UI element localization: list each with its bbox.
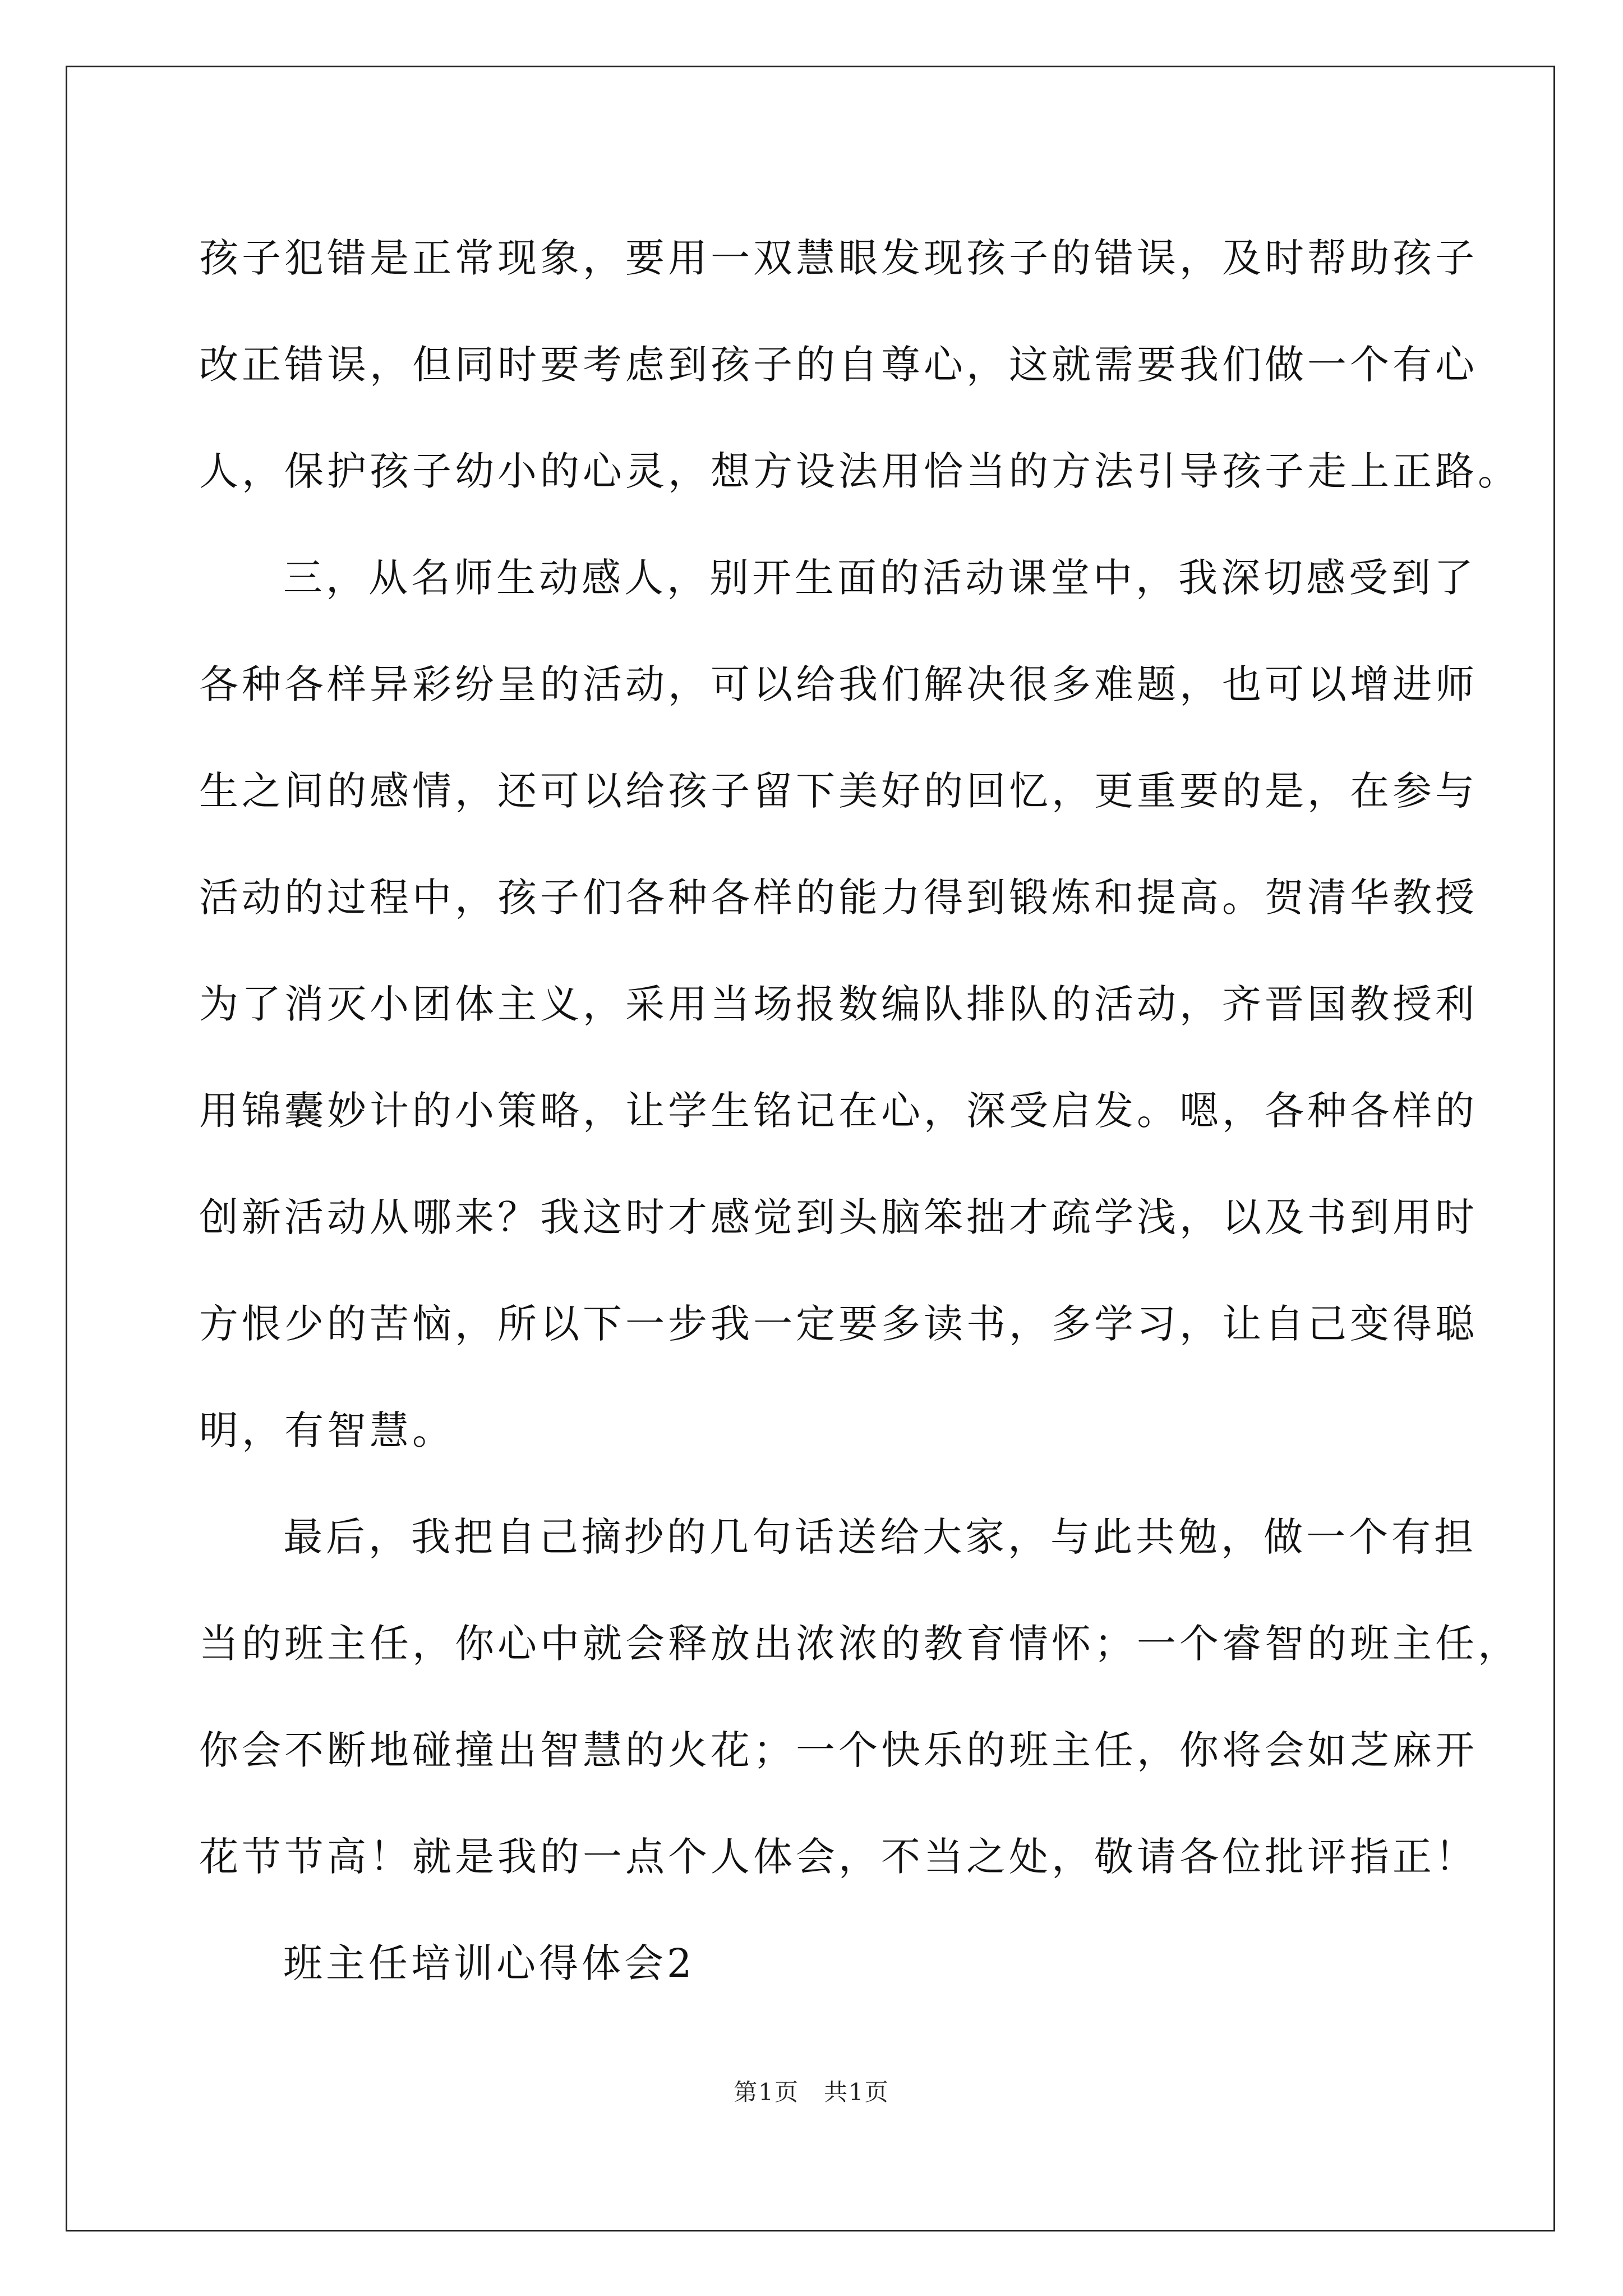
text-line: 你会不断地碰撞出智慧的火花；一个快乐的班主任，你将会如芝麻开 — [199, 1727, 1478, 1773]
text-line: 孩子犯错是正常现象，要用一双慧眼发现孩子的错误，及时帮助孩子 — [199, 235, 1478, 281]
text-line: 改正错误，但同时要考虑到孩子的自尊心，这就需要我们做一个有心 — [199, 342, 1478, 388]
section-heading: 班主任培训心得体会2 — [283, 1940, 695, 1986]
text-line: 方恨少的苦恼，所以下一步我一定要多读书，多学习，让自己变得聪 — [199, 1301, 1478, 1347]
text-line: 明，有智慧。 — [199, 1407, 455, 1453]
text-line: 各种各样异彩纷呈的活动，可以给我们解决很多难题，也可以增进师 — [199, 661, 1478, 707]
text-line: 生之间的感情，还可以给孩子留下美好的回忆，更重要的是，在参与 — [199, 768, 1478, 814]
text-line: 创新活动从哪来？我这时才感觉到头脑笨拙才疏学浅，以及书到用时 — [199, 1194, 1478, 1240]
text-line: 当的班主任，你心中就会释放出浓浓的教育情怀；一个睿智的班主任， — [199, 1621, 1520, 1667]
text-line: 活动的过程中，孩子们各种各样的能力得到锻炼和提高。贺清华教授 — [199, 875, 1478, 921]
document-body — [199, 205, 1520, 2017]
page-footer: 第1页 共1页 — [734, 2078, 889, 2106]
text-line: 花节节高！就是我的一点个人体会，不当之处，敬请各位批评指正！ — [199, 1834, 1478, 1880]
paragraph-start-line: 三，从名师生动感人，别开生面的活动课堂中，我深切感受到了 — [283, 555, 1477, 601]
text-line: 人，保护孩子幼小的心灵，想方设法用恰当的方法引导孩子走上正路。 — [199, 448, 1520, 494]
text-line: 为了消灭小团体主义，采用当场报数编队排队的活动，齐晋国教授利 — [199, 981, 1478, 1027]
paragraph-start-line: 最后，我把自己摘抄的几句话送给大家，与此共勉，做一个有担 — [283, 1514, 1477, 1560]
text-line: 用锦囊妙计的小策略，让学生铭记在心，深受启发。嗯，各种各样的 — [199, 1088, 1478, 1134]
